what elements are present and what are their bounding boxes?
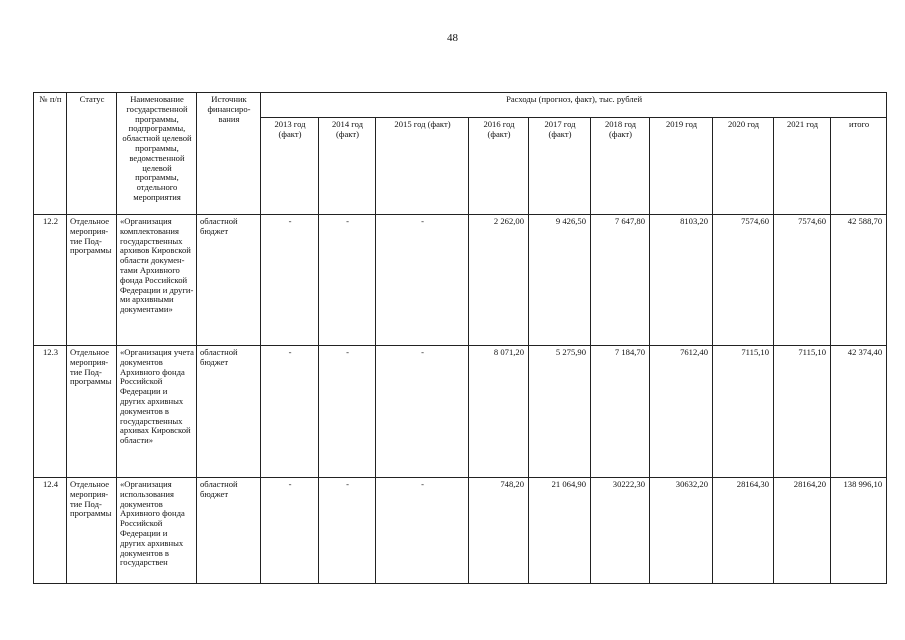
row-source: областной бюджет bbox=[197, 215, 261, 346]
header-status: Статус bbox=[67, 93, 117, 215]
row-num: 12.4 bbox=[34, 478, 67, 584]
cell-value: 8103,20 bbox=[650, 215, 713, 346]
cell-value: 7115,10 bbox=[713, 346, 774, 478]
cell-value: 748,20 bbox=[469, 478, 529, 584]
row-status: Отдельное мероприятие Подпрограммы bbox=[67, 215, 117, 346]
page-number: 48 bbox=[447, 32, 458, 44]
header-year: 2017 год (факт) bbox=[529, 118, 591, 215]
header-year: 2021 год bbox=[774, 118, 831, 215]
cell-value: 21 064,90 bbox=[529, 478, 591, 584]
table-row bbox=[34, 346, 887, 478]
header-num: № п/п bbox=[34, 93, 67, 215]
cell-value: - bbox=[319, 346, 376, 478]
header-source: Источник финансирования bbox=[197, 93, 261, 215]
header-year: 2013 год (факт) bbox=[261, 118, 319, 215]
cell-value: - bbox=[376, 215, 469, 346]
cell-total: 42 374,40 bbox=[831, 346, 887, 478]
row-source: областной бюджет bbox=[197, 478, 261, 584]
row-name: «Организация использования документов Архивного фонда Российской Федерации и других архивных документов в государствен bbox=[117, 478, 197, 584]
cell-total: 42 588,70 bbox=[831, 215, 887, 346]
cell-value: - bbox=[319, 215, 376, 346]
table-row bbox=[34, 478, 887, 584]
header-year: 2019 год bbox=[650, 118, 713, 215]
cell-value: - bbox=[376, 346, 469, 478]
cell-value: - bbox=[261, 478, 319, 584]
row-name: «Организация учета документов Архивного фонда Российской Федерации и других архивных документов в государственных архивах Кировской области» bbox=[117, 346, 197, 478]
cell-value: - bbox=[261, 215, 319, 346]
row-num: 12.3 bbox=[34, 346, 67, 478]
cell-value: 7574,60 bbox=[774, 215, 831, 346]
table-row bbox=[34, 215, 887, 346]
cell-value: 9 426,50 bbox=[529, 215, 591, 346]
header-row-1 bbox=[34, 93, 887, 118]
header-year: 2020 год bbox=[713, 118, 774, 215]
cell-value: 2 262,00 bbox=[469, 215, 529, 346]
row-num: 12.2 bbox=[34, 215, 67, 346]
cell-value: 30222,30 bbox=[591, 478, 650, 584]
cell-value: - bbox=[319, 478, 376, 584]
cell-value: 5 275,90 bbox=[529, 346, 591, 478]
cell-value: 7 184,70 bbox=[591, 346, 650, 478]
header-year: 2015 год (факт) bbox=[376, 118, 469, 215]
cell-total: 138 996,10 bbox=[831, 478, 887, 584]
cell-value: 28164,20 bbox=[774, 478, 831, 584]
expenses-table bbox=[33, 92, 887, 584]
cell-value: 7612,40 bbox=[650, 346, 713, 478]
row-status: Отдельное мероприятие Подпрограммы bbox=[67, 346, 117, 478]
cell-value: 7574,60 bbox=[713, 215, 774, 346]
header-expenses: Расходы (прогноз, факт), тыс. рублей bbox=[261, 93, 887, 118]
cell-value: 7 647,80 bbox=[591, 215, 650, 346]
cell-value: 7115,10 bbox=[774, 346, 831, 478]
cell-value: - bbox=[261, 346, 319, 478]
header-name: Наименование государственной программы, подпрограммы, областной целевой программы, ведомственной целевой программы, отдельного мероприятия bbox=[117, 93, 197, 215]
cell-value: 28164,30 bbox=[713, 478, 774, 584]
header-year: 2014 год (факт) bbox=[319, 118, 376, 215]
header-total: итого bbox=[831, 118, 887, 215]
header-year: 2016 год (факт) bbox=[469, 118, 529, 215]
row-name: «Организация комплектования государственных архивов Кировской области документами Архивного фонда Российской Федерации и другими архивными документами» bbox=[117, 215, 197, 346]
header-year: 2018 год (факт) bbox=[591, 118, 650, 215]
row-status: Отдельное мероприятие Подпрограммы bbox=[67, 478, 117, 584]
cell-value: 8 071,20 bbox=[469, 346, 529, 478]
cell-value: - bbox=[376, 478, 469, 584]
cell-value: 30632,20 bbox=[650, 478, 713, 584]
row-source: областной бюджет bbox=[197, 346, 261, 478]
